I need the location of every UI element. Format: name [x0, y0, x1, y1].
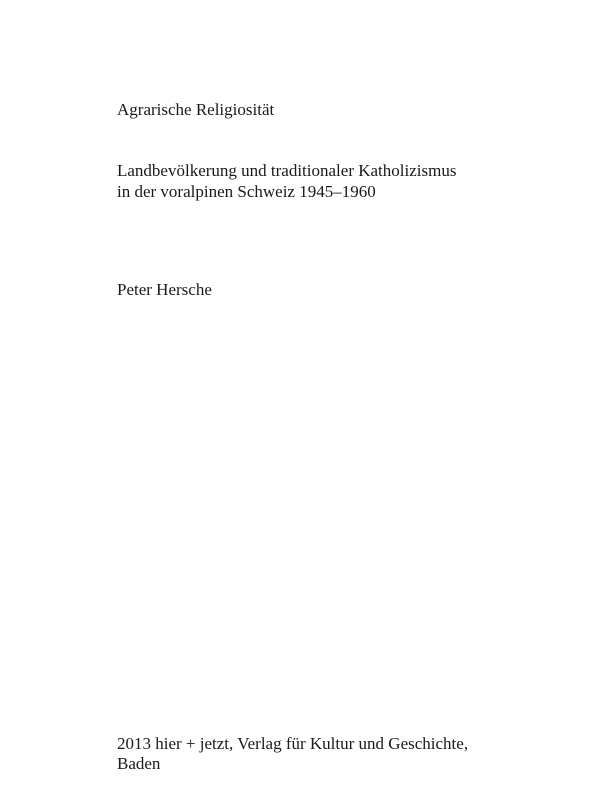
- imprint-line-2: Baden: [117, 754, 161, 773]
- imprint-line-1: 2013 hier + jetzt, Verlag für Kultur und Geschichte,: [117, 734, 469, 753]
- publisher-imprint: [117, 734, 468, 774]
- subtitle-line-1: Landbevölkerung und traditionaler Katholizismus: [117, 161, 457, 180]
- subtitle-line-2: in der voralpinen Schweiz 1945–1960: [117, 182, 376, 201]
- book-subtitle: [117, 160, 456, 202]
- author-name: Peter Hersche: [117, 280, 212, 299]
- book-title: Agrarische Religiosität: [117, 100, 275, 119]
